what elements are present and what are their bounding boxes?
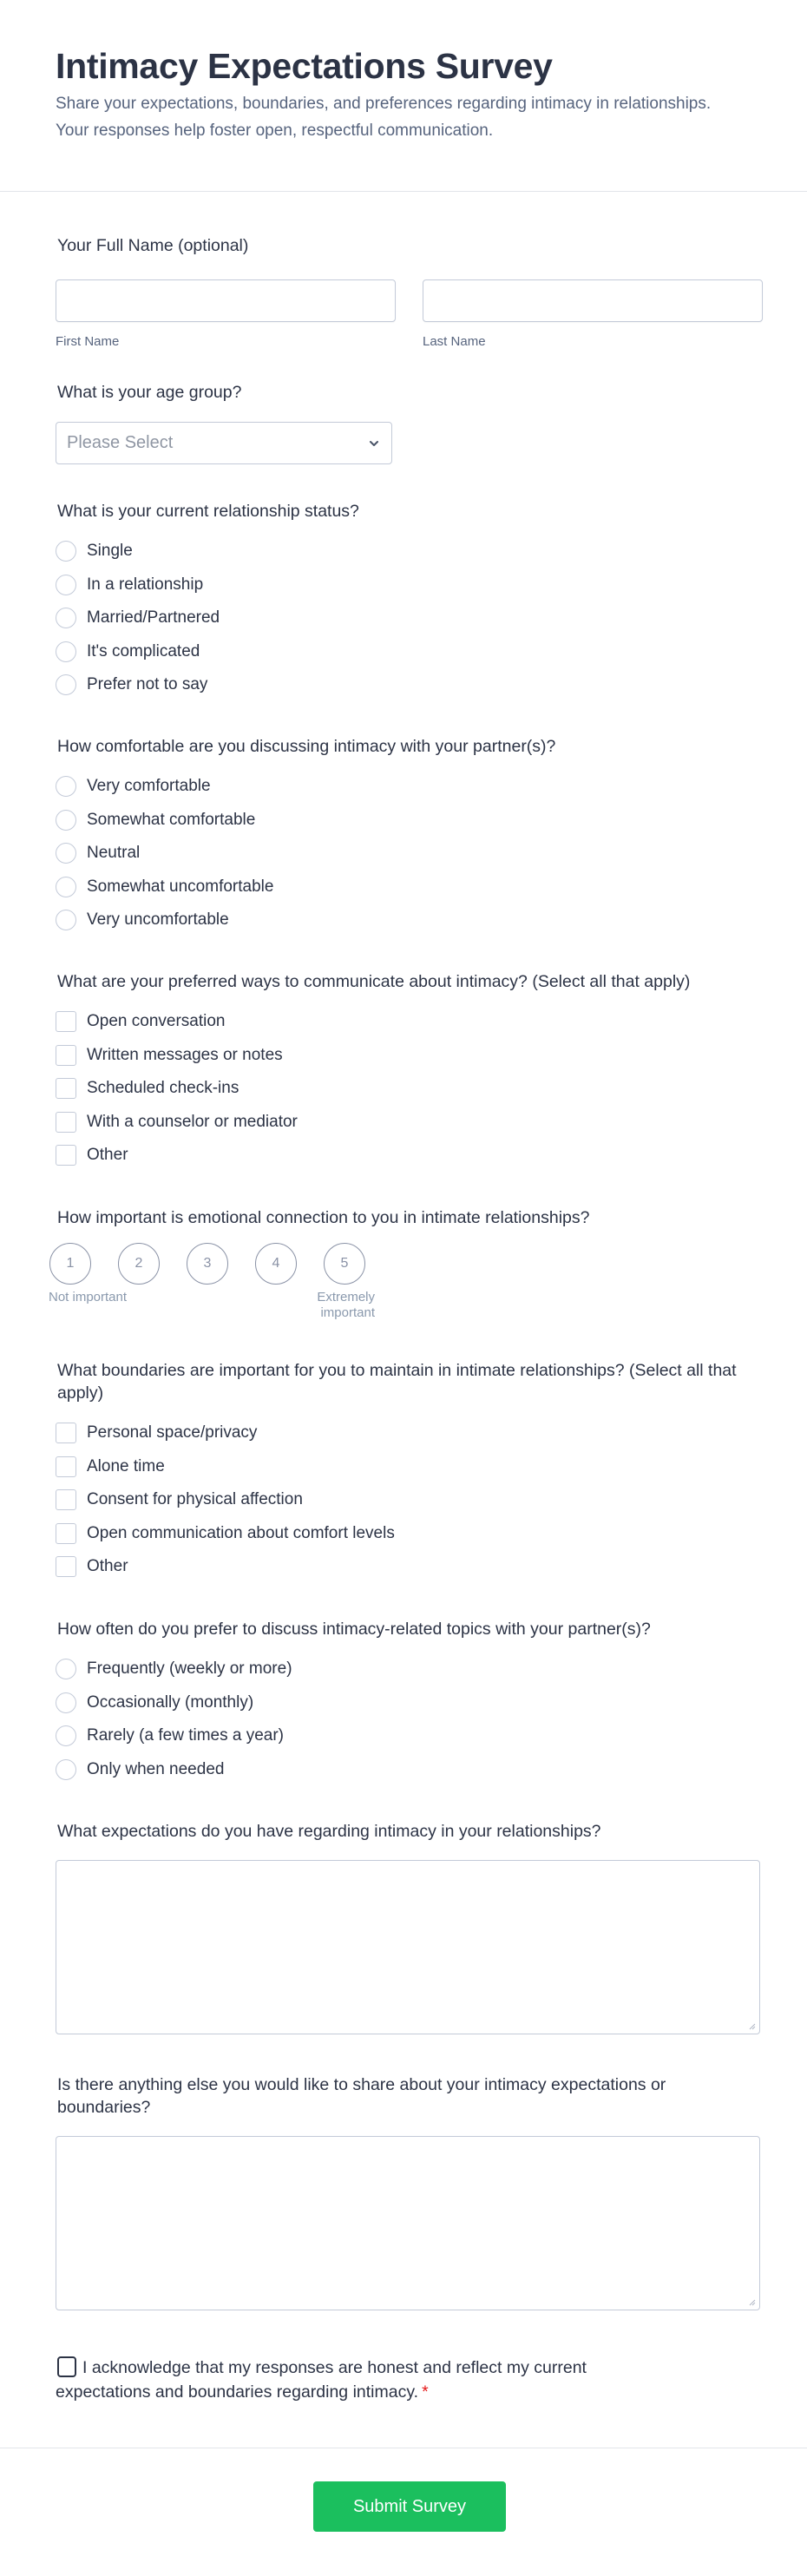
checkbox[interactable] (56, 1011, 76, 1032)
checkbox[interactable] (56, 1489, 76, 1510)
resize-grip-icon[interactable] (747, 2021, 756, 2030)
age-group-placeholder: Please Select (67, 433, 174, 452)
communication-label: What are your preferred ways to communicate about intimacy? (Select all that apply) (57, 972, 691, 991)
radio-button[interactable] (56, 1759, 76, 1780)
expectations-textarea[interactable] (56, 1860, 760, 2034)
frequency-field (57, 1618, 751, 1786)
checkbox-option[interactable]: Consent for physical affection (57, 1483, 751, 1517)
acknowledgement-checkbox[interactable] (57, 2356, 76, 2377)
page-subtitle: Share your expectations, boundaries, and preferences regarding intimacy in relationships. Your responses help foster open, respectful communication. (56, 95, 712, 140)
radio-option[interactable]: Somewhat uncomfortable (57, 871, 751, 904)
anything-else-label: Is there anything else you would like to share about your intimacy expectations or boundaries? (57, 2075, 666, 2117)
radio-option[interactable]: Frequently (weekly or more) (57, 1653, 751, 1686)
first-name-sublabel: First Name (56, 334, 120, 349)
radio-option[interactable]: Only when needed (57, 1753, 751, 1787)
radio-button[interactable] (56, 541, 76, 562)
radio-option[interactable]: Neutral (57, 837, 751, 871)
radio-option[interactable]: Somewhat comfortable (57, 804, 751, 838)
radio-button[interactable] (56, 1659, 76, 1679)
submit-survey-button[interactable]: Submit Survey (313, 2481, 506, 2532)
checkbox[interactable] (56, 1456, 76, 1477)
radio-option[interactable]: Occasionally (monthly) (57, 1686, 751, 1720)
first-name-input[interactable] (56, 279, 396, 322)
radio-option[interactable]: Prefer not to say (57, 668, 751, 702)
scale-option-2[interactable]: 2 (118, 1243, 160, 1285)
emotional-connection-label: How important is emotional connection to you in intimate relationships? (57, 1208, 590, 1227)
radio-button[interactable] (56, 1725, 76, 1746)
resize-grip-icon[interactable] (747, 2297, 756, 2306)
last-name-input[interactable] (423, 279, 763, 322)
checkbox[interactable] (56, 1045, 76, 1066)
radio-button[interactable] (56, 877, 76, 897)
checkbox[interactable] (56, 1112, 76, 1133)
checkbox[interactable] (56, 1078, 76, 1099)
radio-button[interactable] (56, 776, 76, 797)
scale-option-4[interactable]: 4 (255, 1243, 297, 1285)
full-name-field (57, 234, 751, 349)
checkbox-option[interactable]: Open conversation (57, 1005, 751, 1039)
expectations-label: What expectations do you have regarding intimacy in your relationships? (57, 1822, 601, 1841)
radio-button[interactable] (56, 674, 76, 695)
rating-scale (49, 1243, 751, 1285)
form-header (0, 0, 807, 192)
radio-option[interactable]: It's complicated (57, 635, 751, 669)
radio-button[interactable] (56, 810, 76, 831)
acknowledgement-field (56, 2356, 680, 2404)
radio-option[interactable]: Rarely (a few times a year) (57, 1719, 751, 1753)
page-title: Intimacy Expectations Survey (56, 46, 553, 86)
scale-min-caption: Not important (49, 1290, 128, 1304)
checkbox[interactable] (56, 1423, 76, 1443)
last-name-sublabel: Last Name (423, 334, 486, 349)
age-group-select[interactable] (56, 422, 392, 464)
comfort-field (57, 735, 751, 937)
scale-max-caption: Extremely important (317, 1290, 375, 1320)
boundaries-label: What boundaries are important for you to maintain in intimate relationships? (Select all that apply) (57, 1361, 737, 1403)
checkbox-option[interactable]: Scheduled check-ins (57, 1072, 751, 1106)
acknowledgement-text: I acknowledge that my responses are honest and reflect my current expectations and boundaries regarding intimacy. (56, 2358, 587, 2402)
radio-button[interactable] (56, 608, 76, 628)
radio-button[interactable] (56, 575, 76, 595)
scale-option-1[interactable]: 1 (49, 1243, 91, 1285)
radio-option[interactable]: Very uncomfortable (57, 904, 751, 937)
checkbox-option[interactable]: Alone time (57, 1450, 751, 1484)
checkbox-option[interactable]: Other (57, 1550, 751, 1584)
checkbox[interactable] (56, 1523, 76, 1544)
checkbox[interactable] (56, 1556, 76, 1577)
anything-else-textarea[interactable] (56, 2136, 760, 2310)
chevron-down-icon (367, 437, 381, 450)
radio-option[interactable]: Married/Partnered (57, 601, 751, 635)
scale-option-3[interactable]: 3 (187, 1243, 228, 1285)
radio-option[interactable]: Single (57, 535, 751, 568)
radio-button[interactable] (56, 910, 76, 930)
checkbox[interactable] (56, 1145, 76, 1166)
age-group-label: What is your age group? (57, 383, 242, 402)
expectations-field (57, 1820, 751, 2034)
radio-button[interactable] (56, 1692, 76, 1713)
communication-field (57, 970, 751, 1173)
checkbox-option[interactable]: Written messages or notes (57, 1039, 751, 1073)
form-footer (0, 2448, 807, 2576)
checkbox-option[interactable]: Open communication about comfort levels (57, 1517, 751, 1551)
boundaries-field (57, 1359, 751, 1584)
checkbox-option[interactable]: Other (57, 1139, 751, 1173)
radio-option[interactable]: In a relationship (57, 568, 751, 602)
full-name-label: Your Full Name (optional) (57, 236, 249, 255)
comfort-label: How comfortable are you discussing intimacy with your partner(s)? (57, 737, 556, 756)
relationship-status-label: What is your current relationship status? (57, 502, 359, 521)
frequency-label: How often do you prefer to discuss intimacy-related topics with your partner(s)? (57, 1620, 651, 1639)
age-group-field (57, 381, 751, 464)
checkbox-option[interactable]: With a counselor or mediator (57, 1106, 751, 1140)
anything-else-field (57, 2073, 751, 2310)
required-asterisk: * (422, 2382, 429, 2402)
checkbox-option[interactable]: Personal space/privacy (57, 1416, 751, 1450)
radio-button[interactable] (56, 641, 76, 662)
radio-option[interactable]: Very comfortable (57, 770, 751, 804)
scale-option-5[interactable]: 5 (324, 1243, 365, 1285)
emotional-connection-field (49, 1206, 751, 1324)
radio-button[interactable] (56, 843, 76, 864)
relationship-status-field (57, 500, 751, 702)
